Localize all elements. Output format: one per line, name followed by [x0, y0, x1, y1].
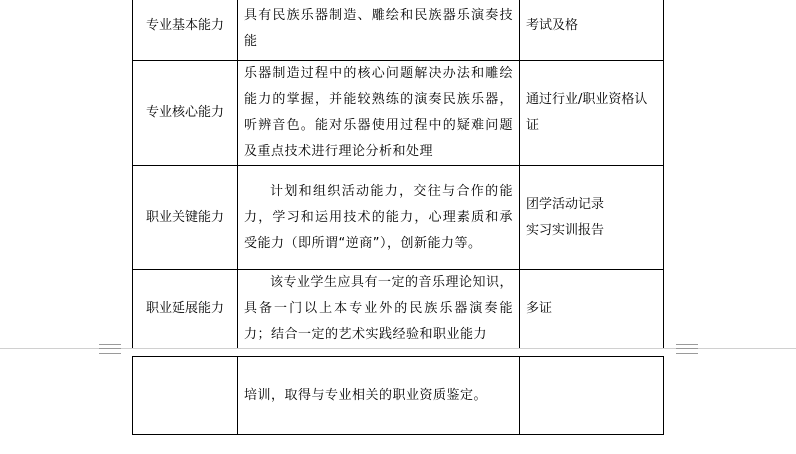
description-text: 乐器制造过程中的核心问题解决办法和雕绘能力的掌握，并能较熟练的演奏民族乐器，听辨音色。能对乐器使用过程中的疑难问题及重点技术进行理论分析和处理	[244, 66, 513, 159]
row-description-cell	[238, 270, 520, 349]
right-margin-marker	[676, 344, 698, 354]
row-name-cell: 职业延展能力	[133, 270, 238, 349]
table-row	[133, 61, 664, 166]
row-assessment-cell	[520, 357, 664, 435]
ability-table	[132, 0, 664, 349]
row-description-cell	[238, 166, 520, 270]
row-description-cell	[238, 61, 520, 166]
row-name-cell: 专业核心能力	[133, 61, 238, 166]
row-description-cell	[238, 357, 520, 435]
left-margin-marker	[99, 344, 121, 354]
row-assessment-cell: 多证	[520, 270, 664, 349]
row-assessment-cell: 通过行业/职业资格认证	[520, 61, 664, 166]
row-assessment-cell: 团学活动记录 实习实训报告	[520, 166, 664, 270]
table-row	[133, 357, 664, 435]
row-name-cell: 专业基本能力	[133, 0, 238, 61]
row-name-cell: 职业关键能力	[133, 166, 238, 270]
description-text: 计划和组织活动能力，交往与合作的能力，学习和运用技术的能力，心理素质和承受能力（即所谓“逆商”），创新能力等。	[244, 183, 513, 251]
row-description-cell	[238, 0, 520, 61]
row-assessment-cell: 考试及格	[520, 0, 664, 61]
description-text: 培训，取得与专业相关的职业资质鉴定。	[244, 387, 488, 403]
row-name-cell	[133, 357, 238, 435]
table-row	[133, 270, 664, 349]
table-row	[133, 0, 664, 61]
ability-table-continued	[132, 356, 664, 435]
description-text: 具有民族乐器制造、雕绘和民族器乐演奏技能	[244, 7, 513, 49]
table-row	[133, 166, 664, 270]
description-text: 该专业学生应具有一定的音乐理论知识，具备一门以上本专业外的民族乐器演奏能力；结合一定的艺术实践经验和职业能力	[244, 275, 514, 342]
